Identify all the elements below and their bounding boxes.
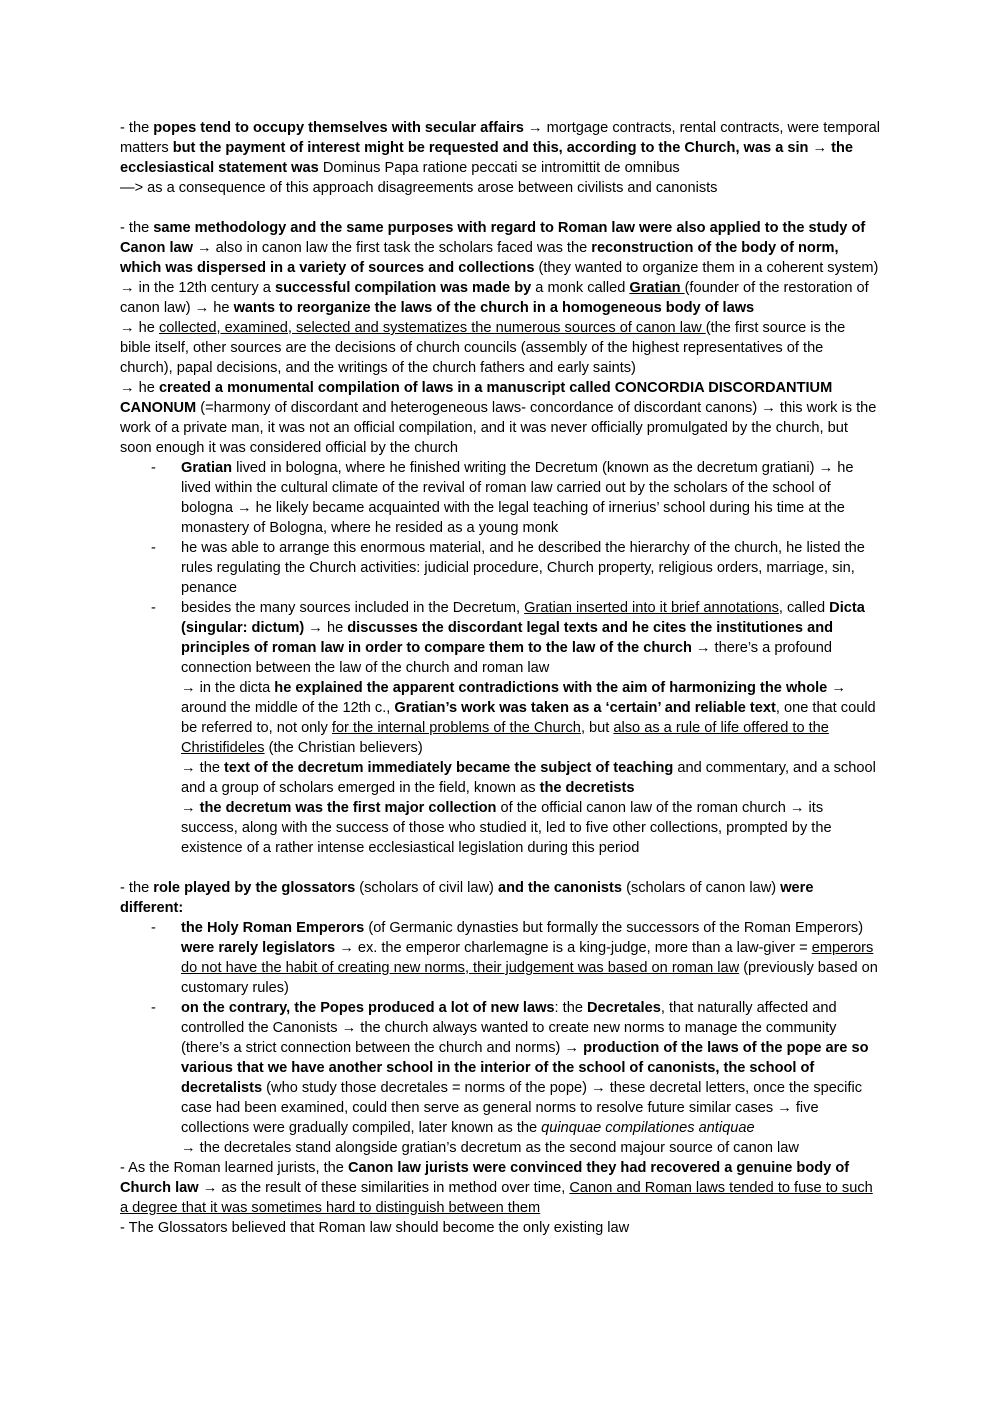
text-run: (who study those decretales = norms of the pope) → these decretal letters, once the specific case had been examined, could then serve as general norms to resolve future similar cases → five collections were gradually compiled, later known as the <box>181 1080 863 1136</box>
bullet-list <box>120 458 880 858</box>
text-run: of the official canon law of the roman church → its success, along with the success of those who studied it, led to five other collections, prompted by the existence of a rather intense ecclesiastical legislation during this period <box>181 800 832 856</box>
text-run: (scholars of canon law) <box>622 880 781 896</box>
text-run: : the <box>554 1000 587 1016</box>
list-item-paragraph <box>181 678 880 758</box>
paragraph <box>120 318 880 378</box>
paragraph <box>120 1158 880 1218</box>
text-run: Canon law jurists were convinced they had recovered a genuine body of Church law <box>120 1160 850 1196</box>
paragraph <box>120 178 880 198</box>
text-run: on the contrary, the Popes produced a lot of new laws <box>181 1000 555 1016</box>
text-run: - As the Roman learned jurists, the <box>120 1160 348 1176</box>
text-run: emperors do not have the habit of creating new norms, their judgement was based on roman law <box>181 940 874 976</box>
text-run: (scholars of civil law) <box>355 880 498 896</box>
text-run: he explained the apparent contradictions with the aim of harmonizing the whole <box>274 680 828 696</box>
list-item-paragraph <box>181 998 880 1138</box>
document-page <box>120 118 880 1238</box>
text-run: (previously based on customary rules) <box>181 960 878 996</box>
text-run: , but <box>580 720 614 736</box>
text-run: (they wanted to organize them in a coherent system) <box>534 260 879 276</box>
list-item <box>120 598 880 858</box>
text-run: → in the 12th century a <box>120 280 275 296</box>
bullet-list <box>120 918 880 1158</box>
text-run: quinquae compilationes antiquae <box>541 1120 755 1136</box>
text-run: (founder of the restoration of canon law) → he <box>120 280 869 316</box>
text-run: - The Glossators believed that Roman law should become the only existing law <box>120 1220 630 1236</box>
text-run: text of the decretum immediately became the subject of teaching <box>224 760 674 776</box>
text-run: → in the dicta <box>181 680 275 696</box>
paragraph <box>120 218 880 278</box>
text-run: Gratian <box>181 460 233 476</box>
text-run: —> as a consequence of this approach disagreements arose between civilists and canonists <box>120 180 718 196</box>
text-run: same methodology and the same purposes with regard to Roman law were also applied to the study of Canon law <box>120 220 866 256</box>
text-run: → he <box>120 320 159 336</box>
text-run: → he <box>120 380 159 396</box>
text-run: → <box>181 800 200 816</box>
text-run: popes tend to occupy themselves with secular affairs <box>153 120 524 136</box>
text-run: collected, examined, selected and systematizes the numerous sources of canon law <box>158 320 706 336</box>
text-run: Dicta (singular: dictum) <box>181 600 865 636</box>
text-run: Gratian’s work was taken as a ‘certain’ and reliable text <box>394 700 776 716</box>
text-run: Canon and Roman laws tended to fuse to such a degree that it was sometimes hard to distinguish between them <box>120 1180 873 1216</box>
text-run: - the <box>120 220 154 236</box>
text-run: → around the middle of the 12th c., <box>181 680 846 716</box>
text-run: - the <box>120 880 154 896</box>
text-run: Gratian <box>629 280 685 296</box>
paragraph <box>120 118 880 178</box>
text-run: , called <box>778 600 830 616</box>
list-item-paragraph <box>181 458 880 538</box>
text-run: wants to reorganize the laws of the church in a homogeneous body of laws <box>233 300 755 316</box>
paragraph <box>120 278 880 318</box>
text-run: → the decretales stand alongside gratian’s decretum as the second majour source of canon law <box>181 1140 799 1156</box>
text-run: → mortgage contracts, rental contracts, were temporal matters <box>120 120 880 156</box>
text-run: created a monumental compilation of laws in a manuscript called CONCORDIA DISCORDANTIUM CANONUM <box>120 380 833 416</box>
list-item <box>120 998 880 1158</box>
text-run: were different: <box>120 880 814 916</box>
text-run: he was able to arrange this enormous material, and he described the hierarchy of the church, he listed the rules regulating the Church activities: judicial procedure, Church property, religious orders, marriage, sin, penance <box>181 540 865 596</box>
text-run: → ex. the emperor charlemagne is a king-judge, more than a law-giver = <box>335 940 812 956</box>
text-run: → he <box>304 620 348 636</box>
text-run: Decretales <box>587 1000 661 1016</box>
paragraph <box>120 378 880 458</box>
text-run: → also in canon law the first task the scholars faced was the <box>192 240 592 256</box>
paragraph <box>120 1218 880 1238</box>
list-item <box>120 538 880 598</box>
text-run: , that naturally affected and controlled the Canonists → the church always wanted to create new norms to manage the community (there’s a strict connection between the church and norms) → <box>181 1000 837 1056</box>
text-run: production of the laws of the pope are so various that we have another school in the interior of the school of canonists, the school of decretalists <box>181 1040 869 1096</box>
list-item-paragraph <box>181 598 880 678</box>
text-run: successful compilation was made by <box>274 280 532 296</box>
text-run: lived in bologna, where he finished writing the Decretum (known as the decretum gratiani) → he lived within the cultural climate of the revival of roman law carried out by the scholars of the school of bologna → he likely became acquainted with the legal teaching of irnerius’ school during his time at the monastery of Bologna, where he resided as a young monk <box>181 460 854 536</box>
list-item <box>120 918 880 998</box>
text-run: the decretists <box>539 780 635 796</box>
text-run: Dominus Papa ratione peccati se intromittit de omnibus <box>318 160 680 176</box>
text-run: also as a rule of life offered to the Christifideles <box>181 720 829 756</box>
text-run: - the <box>120 120 154 136</box>
text-run: (of Germanic dynasties but formally the successors of the Roman Emperors) <box>364 920 864 936</box>
text-run: reconstruction of the body of norm, which was dispersed in a variety of sources and collections <box>120 240 839 276</box>
text-run: → there’s a profound connection between the law of the church and roman law <box>181 640 832 676</box>
list-item <box>120 458 880 538</box>
text-run: but the payment of interest might be requested and this, according to the Church, was a sin → the ecclesiastical statement was <box>120 140 854 176</box>
paragraph-gap <box>120 198 880 218</box>
list-item-paragraph <box>181 798 880 858</box>
text-run: (the Christian believers) <box>264 740 423 756</box>
text-run: (=harmony of discordant and heterogeneous laws- concordance of discordant canons) → this work is the work of a private man, it was not an official compilation, and it was never officially promulgated by the church, but soon enough it was considered official by the church <box>120 400 877 456</box>
list-item-paragraph <box>181 1138 880 1158</box>
text-run: → the <box>181 760 224 776</box>
text-run: were rarely legislators <box>181 940 336 956</box>
text-run: → as the result of these similarities in method over time, <box>198 1180 570 1196</box>
text-run: a monk called <box>531 280 630 296</box>
list-item-paragraph <box>181 538 880 598</box>
text-run: for the internal problems of the Church <box>331 720 581 736</box>
text-run: besides the many sources included in the Decretum, <box>181 600 525 616</box>
text-run: Gratian inserted into it brief annotations <box>524 600 779 616</box>
text-run: the Holy Roman Emperors <box>181 920 365 936</box>
text-run: and commentary, and a school and a group of scholars emerged in the field, known as <box>181 760 876 796</box>
text-run: the decretum was the first major collection <box>199 800 497 816</box>
list-item-paragraph <box>181 758 880 798</box>
paragraph <box>120 878 880 918</box>
text-run: role played by the glossators <box>153 880 356 896</box>
text-run: (the first source is the bible itself, other sources are the decisions of church councils (assembly of the highest representatives of the church), papal decisions, and the writings of the church fathers and early saints) <box>120 320 846 376</box>
paragraph-gap <box>120 858 880 878</box>
text-run: discusses the discordant legal texts and he cites the institutiones and principles of roman law in order to compare them to the law of the church <box>181 620 834 656</box>
list-item-paragraph <box>181 918 880 998</box>
text-run: and the canonists <box>497 880 623 896</box>
text-run: , one that could be referred to, not only <box>181 700 876 736</box>
